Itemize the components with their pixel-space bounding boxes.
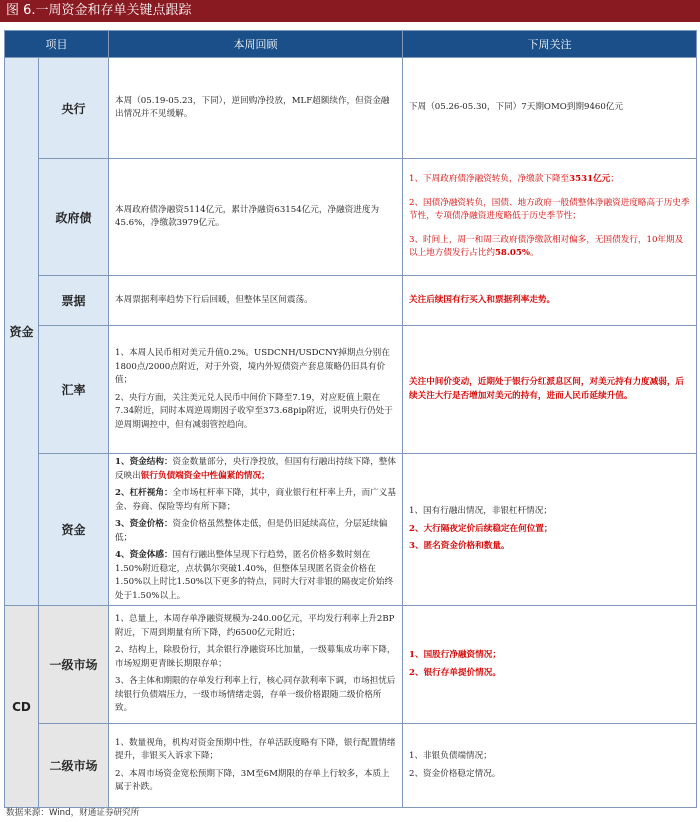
header-row [5, 31, 697, 58]
header-review: 本周回顾 [109, 31, 403, 58]
row-label-central-bank: 央行 [39, 58, 109, 159]
table-row [5, 159, 697, 276]
review-item-2: 2、本周市场资金宽松预期下降，3M至6M期限的存单上行较多，本质上属于补跌。 [115, 768, 390, 792]
focus-text: 3、时间上，周一和周三政府债净缴款相对偏多，无国债发行，10年期及以上地方债发行占比约 [409, 234, 684, 259]
focus-text: 关注中间价变动，近期处于银行分红派息区间，对美元持有力度减弱，后续关注大行是否增加对美元的持有，进而人民币延续升值。 [409, 377, 685, 401]
review-item-2 [115, 487, 396, 514]
review-text: 本周（05.19-05.23，下同），逆回购净投放，MLF超额续作，但资金融出情况并不见缓解。 [115, 95, 390, 119]
table-row [5, 724, 697, 808]
focus-bill [403, 276, 697, 326]
focus-secondary [403, 724, 697, 808]
focus-fund [403, 454, 697, 606]
review-item-1 [115, 456, 396, 483]
focus-highlight: 58.05% [494, 248, 531, 259]
review-primary [109, 606, 403, 724]
review-label: 3、资金价格： [115, 519, 173, 529]
review-label: 1、资金结构： [115, 457, 173, 467]
review-label: 4、资金体感： [115, 550, 173, 560]
focus-text: ； [610, 174, 619, 185]
header-item: 项目 [5, 31, 109, 58]
review-item-4 [115, 549, 396, 603]
focus-text: 下周（05.26-05.30，下同）7天期OMO到期9460亿元 [409, 102, 624, 113]
source-note: 数据来源：Wind，财通证券研究所 [6, 808, 140, 818]
focus-fx [403, 326, 697, 454]
review-text: 资金数量部分，央行净投放，但国有行融出持续下降，整体反映出 [115, 457, 396, 481]
review-item-2: 2、央行方面，关注美元兑人民币中间价下降至7.19，对应贬值上限在7.34附近，同时本周逆周期因子收窄至373.68pip附近，说明央行仍处于逆周期调控中，但有减弱管控趋向。 [115, 392, 393, 430]
category-cd: CD [5, 606, 39, 808]
focus-text: 关注后续国有行买入和票据利率走势。 [409, 294, 556, 305]
review-label: 2、杠杆视角： [115, 488, 173, 498]
row-label-secondary: 二级市场 [39, 724, 109, 808]
focus-item-1: 1、国有行融出情况，非银杠杆情况； [409, 506, 552, 517]
table-row [5, 276, 697, 326]
focus-item-1: 1、非银负债端情况； [409, 751, 492, 761]
focus-text: 。 [530, 248, 539, 259]
review-item-3: 3、各主体和期限的存单发行利率上行，核心同存款利率下调，市场担忧后续银行负债端压力，一级市场情绪走弱，存单一级价格跟随二级价格所致。 [115, 676, 396, 714]
row-label-bill: 票据 [39, 276, 109, 326]
review-secondary [109, 724, 403, 808]
figure-title: 图 6.一周资金和存单关键点跟踪 [0, 0, 700, 22]
table-row [5, 454, 697, 606]
focus-item-2: 2、资金价格稳定情况。 [409, 768, 501, 779]
review-bill [109, 276, 403, 326]
review-central-bank [109, 58, 403, 159]
review-item-2: 2、结构上，除股份行，其余银行净融资环比加量，一级募集成功率下降，市场短期更青睐长期限存单； [115, 645, 396, 669]
review-text: 国有行融出整体呈现下行趋势，匿名价格多数时刻在1.50%附近稳定，点状偶尔突破1.40%，但整体呈现匿名资金价格在1.50%以上时比1.50%以下更多的特点，同时大行对非银的隔夜定价始终处于1.50%以上。 [115, 550, 394, 601]
review-fund [109, 454, 403, 606]
review-text: 本周票据利率趋势下行后回暖，但整体呈区间震荡。 [115, 294, 313, 305]
row-label-fund: 资金 [39, 454, 109, 606]
focus-item-3: 3、匿名资金价格和数量。 [409, 541, 510, 552]
category-fund: 资金 [5, 58, 39, 606]
table-row [5, 58, 697, 159]
focus-item-1: 1、国股行净融资情况； [409, 650, 501, 660]
table-row [5, 606, 697, 724]
review-text: 全市场杠杆率下降，其中，商业银行杠杆率上升，而广义基金、券商、保险等均有所下降； [115, 488, 396, 512]
focus-primary [403, 606, 697, 724]
review-fx [109, 326, 403, 454]
review-highlight: 银行负债端资金中性偏紧的情况； [140, 470, 270, 481]
review-item-1: 1、本周人民币相对美元升值0.2%。USDCNH/USDCNY掉期点分别在1800点/2000点附近，对于外资，境内外短债资产套息策略仍旧具有价值； [115, 348, 390, 385]
row-label-fx: 汇率 [39, 326, 109, 454]
focus-item-3 [409, 234, 690, 261]
focus-central-bank [403, 58, 697, 159]
header-focus: 下周关注 [403, 31, 697, 58]
focus-item-1 [409, 173, 690, 187]
row-label-primary: 一级市场 [39, 606, 109, 724]
review-item-1: 1、总量上，本周存单净融资规模为-240.00亿元，平均发行利率上升2BP附近，下周到期量有所下降，约6500亿元附近； [115, 614, 395, 638]
row-label-gov-bond: 政府债 [39, 159, 109, 276]
review-text: 资金价格虽然整体走低，但是仍旧延续高位，分层延续偏低； [115, 519, 388, 543]
tracking-table [4, 30, 697, 808]
focus-item-2: 2、大行隔夜定价后续稳定在何位置； [409, 523, 553, 534]
review-text: 本周政府债净融资5114亿元，累计净融资63154亿元，净融资进度为45.6%，净缴款3979亿元。 [115, 204, 380, 228]
review-item-3 [115, 518, 396, 545]
focus-highlight: 3531亿元 [569, 174, 611, 185]
focus-gov-bond [403, 159, 697, 276]
focus-item-2: 2、国债净融资转负，国债、地方政府一般债整体净融资进度略高于历史季节性，专项债净融资进度略低于历史季节性； [409, 197, 690, 222]
focus-item-2: 2、银行存单提价情况。 [409, 667, 501, 678]
review-gov-bond [109, 159, 403, 276]
focus-text: 1、下周政府债净融资转负，净缴款下降至 [409, 174, 570, 185]
review-item-1: 1、数量视角，机构对资金预期中性，存单活跃度略有下降，银行配置情绪提升，非银买入诉求下降； [115, 737, 396, 761]
table-row [5, 326, 697, 454]
